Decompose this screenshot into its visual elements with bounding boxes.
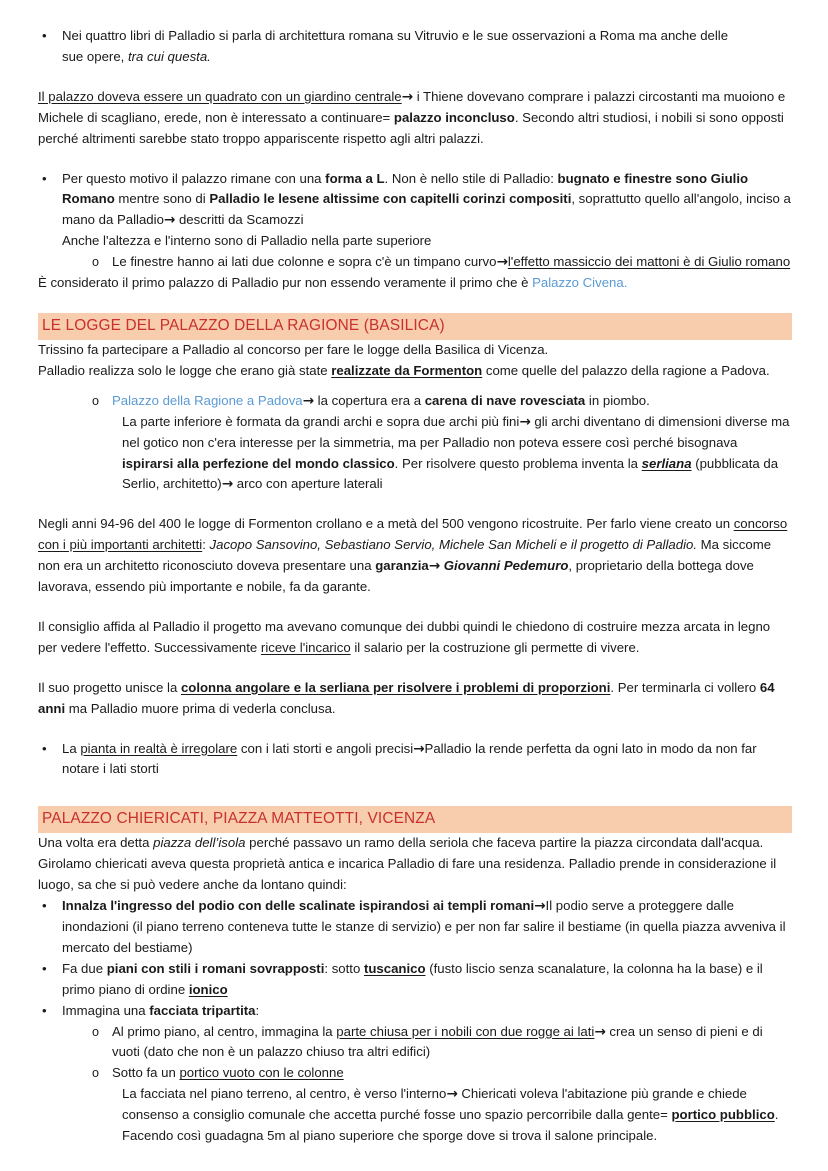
- text-run-italic: tra cui questa.: [127, 48, 211, 64]
- sub-list-item-text: [112, 252, 792, 273]
- document-content: [38, 26, 792, 1147]
- arrow-icon: →: [221, 476, 234, 493]
- paragraph: [38, 361, 792, 382]
- text-run: gli archi diventano di dimensioni diverse ma nel gotico non c'era interesse per la simmetria, ma per Palladio non poteva essere così perché bisognava: [122, 413, 790, 450]
- text-run: Nei quattro libri di Palladio si parla di architettura romana su Vitruvio e le sue osservazioni a Roma ma anche delle: [62, 28, 729, 43]
- bullet-marker: •: [42, 898, 47, 914]
- paragraph: Trissino fa partecipare a Palladio al concorso per fare le logge della Basilica di Vicenza.: [38, 341, 549, 357]
- text-run: Il suo progetto unisce la: [38, 679, 181, 695]
- paragraph: [38, 617, 792, 659]
- text-run-italic: Jacopo Sansovino, Sebastiano Servio, Michele San Micheli e il progetto di Palladio.: [209, 537, 698, 553]
- sub-body-block: [38, 412, 792, 496]
- continuation-line: [38, 231, 792, 252]
- text-run-bold: Innalza l'ingresso del podio con delle scalinate ispirandosi ai templi romani: [62, 898, 535, 914]
- arrow-icon: →: [163, 212, 176, 229]
- text-run-bold-underline: tuscanico: [363, 960, 426, 976]
- text-run: Immagina una: [62, 1002, 150, 1018]
- text-run: Chiericati voleva l'abitazione più grande e chiede consenso a consiglio comunale che accetta purché fosse uno spazio percorribile dalla gente=: [122, 1086, 747, 1123]
- text-run-underline: portico vuoto con le colonne: [179, 1065, 344, 1081]
- text-run: Palladio la rende perfetta da ogni lato in modo da non far notare i lati storti: [62, 740, 757, 777]
- text-run-underline: pianta in realtà è irregolare: [80, 740, 238, 756]
- bullet-marker: •: [42, 1002, 47, 1018]
- text-run: ma Palladio muore prima di vederla conclusa.: [65, 700, 336, 716]
- text-run: :: [202, 537, 210, 553]
- sub-body-block: [38, 1084, 792, 1147]
- text-run: , soprattutto quello all'angolo, inciso a mano da Palladio: [62, 191, 791, 228]
- text-run: in piombo.: [585, 392, 650, 408]
- text-run: come quelle del palazzo della ragione a Padova.: [482, 362, 770, 378]
- paragraph: [122, 1084, 792, 1147]
- text-run: perché passavo un ramo della seriola che faceva partire la piazza circondata dall'acqua.: [245, 835, 764, 851]
- list-item-text: [62, 169, 792, 232]
- text-run-underline: parte chiusa per i nobili con due rogge ai lati: [336, 1023, 595, 1039]
- spacer: [38, 659, 792, 678]
- list-item-text: [62, 896, 792, 959]
- text-run-bold-underline: realizzate da Formenton: [331, 362, 483, 378]
- section-heading-basilica: [38, 313, 792, 340]
- arrow-icon: →: [519, 413, 531, 430]
- arrow-icon: →: [413, 740, 425, 757]
- text-run: Il consiglio affida al Palladio il progetto ma avevano comunque dei dubbi quindi le chiedono di costruire mezza arcata in legno per vedere l'effetto. Successivamente: [38, 618, 771, 655]
- sub-list-item-text: [112, 391, 792, 412]
- text-run-bold: forma a L: [325, 170, 385, 186]
- text-run: . Per risolvere questo problema inventa la: [394, 455, 642, 471]
- text-run-serliana: serliana: [641, 455, 692, 471]
- text-run: La: [62, 740, 81, 756]
- text-run: descritti da Scamozzi: [175, 212, 304, 228]
- text-run-underline: l'effetto massiccio dei mattoni è di Giulio romano: [507, 254, 791, 270]
- text-run: arco con aperture laterali: [233, 476, 383, 492]
- spacer: [38, 720, 792, 739]
- text-run-bold-italic: Giovanni Pedemuro: [440, 558, 569, 574]
- list-item: [38, 896, 792, 959]
- list-item: [38, 959, 792, 1001]
- text-run: i Thiene dovevano comprare i palazzi circostanti ma muoiono e Michele di scagliano, erede, non è interessato a continuare=: [38, 88, 786, 125]
- text-run: Al primo piano, al centro, immagina la: [112, 1023, 337, 1039]
- text-run-bold: palazzo inconcluso: [393, 109, 515, 125]
- paragraph: [38, 678, 792, 720]
- text-run: mentre sono di: [114, 191, 210, 207]
- text-run: crea un senso di pieni e di vuoti (dato che non è un palazzo chiuso tra altri edifici): [112, 1023, 763, 1060]
- text-run: la copertura era a: [314, 392, 425, 408]
- link-palazzo-civena[interactable]: Palazzo Civena.: [532, 275, 628, 291]
- list-item: [38, 1001, 792, 1022]
- text-run: Per questo motivo il palazzo rimane con una: [62, 170, 326, 186]
- list-item-text: [62, 1001, 792, 1022]
- text-run: Fa due: [62, 960, 107, 976]
- sub-list-item: [38, 391, 792, 412]
- text-run-bold: 64 anni: [38, 679, 775, 716]
- link-palazzo-ragione-padova[interactable]: Palazzo della Ragione a Padova: [112, 392, 303, 408]
- text-run-bold-underline: ionico: [188, 981, 228, 997]
- paragraph: Girolamo chiericati aveva questa proprietà antica e incarica Palladio di fare una residenza. Palladio prende in considerazione il luogo, sa che si può vedere anche da lontano quindi:: [38, 856, 777, 893]
- text-run-underline: Il palazzo doveva essere un quadrato con un giardino centrale: [38, 88, 402, 104]
- text-run: con i lati storti e angoli precisi: [237, 740, 414, 756]
- text-run: . Per terminarla ci vollero: [610, 679, 760, 695]
- section-heading-chiericati: [38, 806, 792, 833]
- text-run: La facciata nel piano terreno, al centro, è verso l'interno: [122, 1086, 447, 1102]
- text-run: . Facendo così guadagna 5m al piano superiore che sporge dove si trova il salone principale.: [122, 1107, 779, 1144]
- bullet-marker: •: [42, 960, 47, 976]
- text-run: Le finestre hanno ai lati due colonne e sopra c'è un timpano curvo: [112, 254, 497, 270]
- spacer: [38, 780, 792, 806]
- spacer: [38, 598, 792, 617]
- text-run-underline: riceve l'incarico: [260, 639, 351, 655]
- text-run: . Secondo altri studiosi, i nobili si sono opposti perché altrimenti sarebbe stato troppo appariscente rispetto agli altri palazzi.: [38, 109, 784, 146]
- text-run-bold: garanzia: [375, 558, 429, 574]
- spacer: [38, 150, 792, 169]
- paragraph: [38, 833, 792, 854]
- list-item-text: [62, 959, 792, 1001]
- list-item: [38, 26, 792, 68]
- sub-bullet-marker: o: [92, 255, 100, 270]
- sub-list-item-text: [112, 1063, 792, 1084]
- sub-bullet-marker: o: [92, 1066, 100, 1081]
- text-run-bold: ispirarsi alla perfezione del mondo classico: [122, 455, 395, 471]
- spacer: [38, 382, 792, 391]
- bullet-marker: •: [42, 740, 47, 756]
- text-run: Ma siccome non era un architetto riconosciuto doveva presentare una: [38, 537, 772, 574]
- text-run-bold: piani con stili i romani sovrapposti: [106, 960, 325, 976]
- text-run-underline: concorso con i più importanti architetti: [38, 516, 788, 553]
- list-item-text: [62, 26, 792, 68]
- sub-list-item-text: [112, 1022, 792, 1064]
- paragraph: [38, 273, 792, 294]
- sub-bullet-marker: o: [92, 393, 100, 408]
- text-run-italic: piazza dell’isola: [153, 835, 246, 851]
- sub-bullet-marker: o: [92, 1024, 100, 1039]
- text-run: : sotto: [324, 960, 364, 976]
- text-run-bold: bugnato e finestre sono Giulio Romano: [62, 170, 749, 207]
- text-run: (pubblicata da Serlio, architetto): [122, 455, 779, 492]
- paragraph: Anche l'altezza e l'interno sono di Palladio nella parte superiore: [62, 233, 432, 249]
- text-run-bold: facciata tripartita: [149, 1002, 256, 1018]
- spacer: [38, 68, 792, 87]
- text-run: :: [255, 1002, 260, 1018]
- text-run-bold-underline: portico pubblico: [671, 1107, 775, 1123]
- text-run: Una volta era detta: [38, 835, 154, 851]
- paragraph: [38, 514, 792, 598]
- list-item-text: [62, 739, 792, 781]
- text-run: È considerato il primo palazzo di Palladio pur non essendo veramente il primo che è: [38, 275, 533, 291]
- paragraph: [122, 412, 792, 496]
- arrow-icon: →: [446, 1086, 458, 1103]
- heading-text: LE LOGGE DEL PALAZZO DELLA RAGIONE (BASILICA): [42, 316, 445, 334]
- arrow-icon: →: [496, 254, 508, 271]
- text-run-bold: carena di nave rovesciata: [424, 392, 586, 408]
- text-run: Palladio realizza solo le logge che erano già state: [38, 362, 332, 378]
- sub-list-item: [38, 1063, 792, 1084]
- text-run: Negli anni 94-96 del 400 le logge di Formenton crollano e a metà del 500 vengono ricostruite. Per farlo viene creato un: [38, 516, 734, 532]
- text-run: Il podio serve a proteggere dalle inondazioni (il piano terreno conteneva tutte le stanze di servizio) e per non far salire il bestiame (in quella piazza avveniva il mercato del bestiame): [62, 898, 786, 955]
- text-run: La parte inferiore è formata da grandi archi e sopra due archi più fini: [122, 413, 520, 429]
- spacer: [38, 495, 792, 514]
- text-run-bold-underline: colonna angolare e la serliana per risolvere i problemi di proporzioni: [180, 679, 611, 695]
- arrow-icon: →: [534, 898, 546, 915]
- paragraph: [38, 87, 792, 150]
- text-run-bold: Palladio le lesene altissime con capitelli corinzi compositi: [209, 191, 572, 207]
- arrow-icon: →: [428, 558, 441, 575]
- list-item: [38, 169, 792, 232]
- bullet-marker: •: [42, 28, 47, 43]
- text-run: (fusto liscio senza scanalature, la colonna ha la base) e il primo piano di ordine: [62, 960, 763, 997]
- text-run: il salario per la costruzione gli permette di vivere.: [350, 639, 640, 655]
- spacer: [38, 294, 792, 313]
- text-run: . Non è nello stile di Palladio:: [384, 170, 558, 186]
- bullet-marker: •: [42, 170, 47, 186]
- arrow-icon: →: [594, 1023, 606, 1040]
- arrow-icon: →: [401, 88, 414, 105]
- text-run: Sotto fa un: [112, 1065, 180, 1081]
- heading-text: PALAZZO CHIERICATI, PIAZZA MATTEOTTI, VICENZA: [42, 810, 436, 828]
- text-run: , proprietario della bottega dove lavorava, essendo più importante e nobile, fa da garante.: [38, 558, 754, 595]
- sub-list-item: [38, 1022, 792, 1064]
- text-run: sue opere,: [62, 48, 128, 64]
- list-item: [38, 739, 792, 781]
- arrow-icon: →: [302, 392, 315, 409]
- sub-list-item: [38, 252, 792, 273]
